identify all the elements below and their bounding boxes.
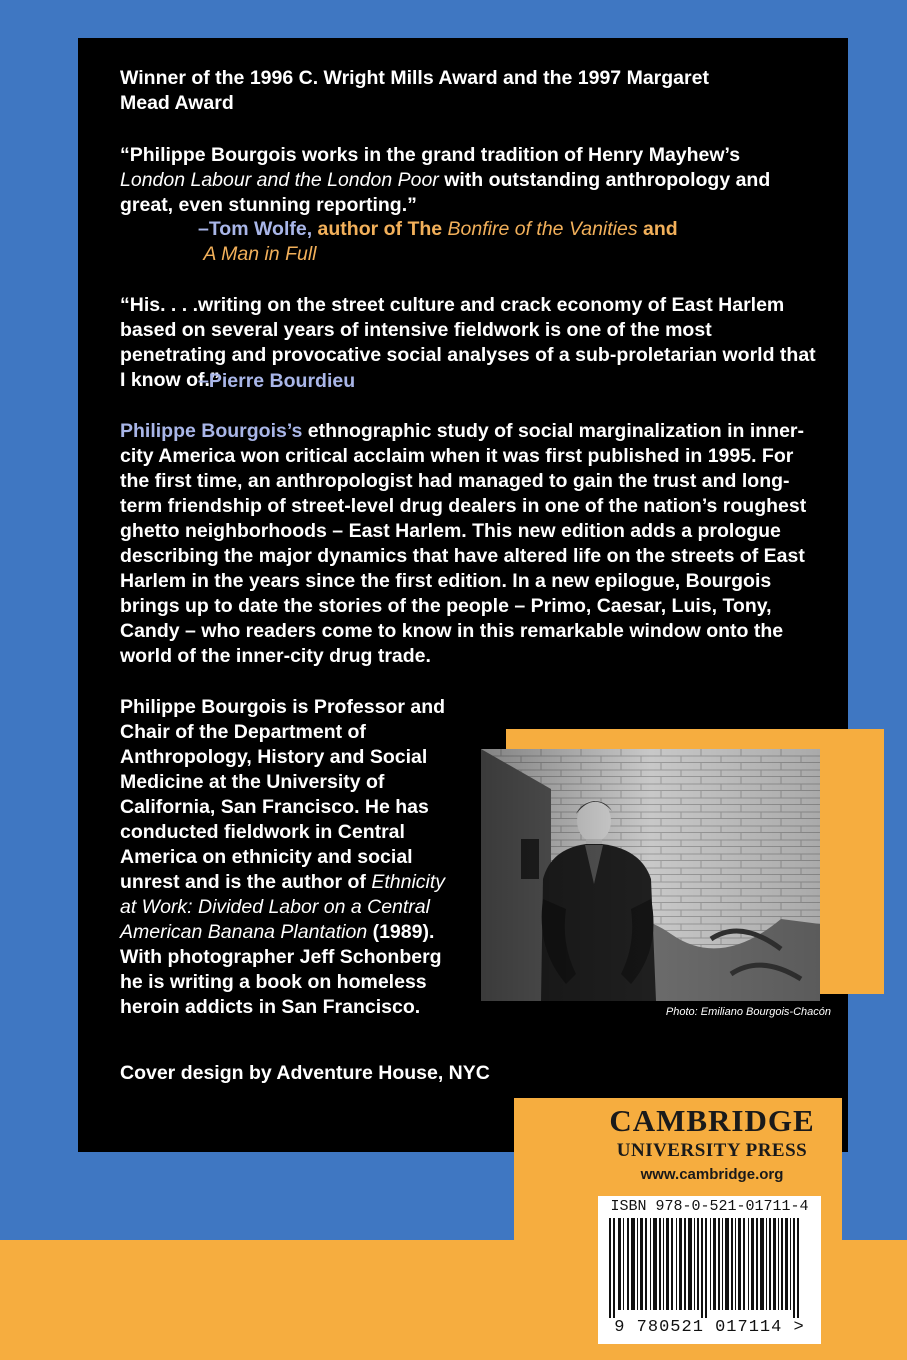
- publisher-subtitle: UNIVERSITY PRESS: [616, 1140, 808, 1161]
- isbn-text: ISBN 978-0-521-01711-4: [610, 1198, 809, 1215]
- barcode: [598, 1196, 821, 1344]
- publisher-name: CAMBRIDGE: [609, 1103, 815, 1138]
- publisher-url: www.cambridge.org: [640, 1166, 784, 1183]
- author-photo: [481, 749, 820, 1001]
- quote-bourdieu: “His. . . .writing on the street culture and crack economy of East Harlem based on several years of intensive fieldwork is one of the most penetrating and provocative social analyses of a sub-proletarian world that I know of.”: [120, 294, 816, 391]
- award-text: Winner of the 1996 C. Wright Mills Award and the 1997 Margaret Mead Award: [120, 67, 709, 114]
- quote-wolfe: “Philippe Bourgois works in the grand tradition of Henry Mayhew’s London Labour and the London Poor with outstanding anthropology and great, even stunning reporting.”: [120, 144, 771, 216]
- book-description: Philippe Bourgois’s ethnographic study of social marginalization in inner-city America won critical acclaim when it was first published in 1995. For the first time, an anthropologist had managed to gain the trust and long-term friendship of street-level drug dealers in one of the nation’s roughest ghetto neighborhoods – East Harlem. This new edition adds a prologue describing the major dynamics that have altered life on the streets of East Harlem in the years since the first edition. In a new epilogue, Bourgois brings up to date the stories of the people – Primo, Caesar, Luis, Tony, Candy – who readers come to know in this remarkable window onto the world of the inner-city drug trade.: [120, 420, 807, 667]
- cover-design-credit: Cover design by Adventure House, NYC: [120, 1062, 490, 1084]
- attribution-wolfe: –Tom Wolfe, author of The Bonfire of the Vanities and A Man in Full: [198, 218, 678, 265]
- attribution-bourdieu: –Pierre Bourdieu: [198, 370, 356, 392]
- barcode-bars: [607, 1218, 812, 1318]
- author-bio: Philippe Bourgois is Professor and Chair of the Department of Anthropology, History and Social Medicine at the University of California, San Francisco. He has conducted fieldwork in Central America on ethnicity and social unrest and is the author of Ethnicity at Work: Divided Labor on a Central American Banana Plantation (1989). With photographer Jeff Schonberg he is writing a book on homeless heroin addicts in San Francisco.: [120, 696, 446, 1018]
- ean-number: 9 780521 017114 >: [614, 1318, 805, 1337]
- photo-credit: Photo: Emiliano Bourgois-Chacón: [665, 1006, 831, 1018]
